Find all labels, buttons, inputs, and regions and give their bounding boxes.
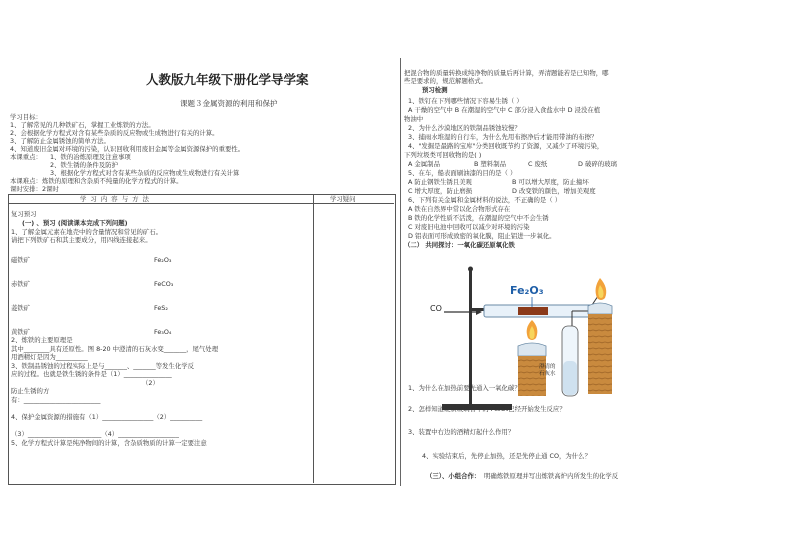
goal-3: 3、了解防止金属锈蚀的简单方法。 [10,137,110,145]
test-q1-options: A 干燥的空气中 B 在潮湿的空气中 C 部分浸入食盐水中 D 浸没在植 [408,106,601,114]
header-process: 学 习 内 容 与 方 法 [80,195,150,203]
fe2o3-label: Fe₂O₃ [510,284,544,297]
test-q2: 2、为什么沙漠地区的铁制品锈蚀较慢？ [408,124,521,132]
question-4: 4、保护金属资源的措施有（1）________________（2）__________ [11,413,203,421]
test-q4-opt-b: B 塑料制品 [474,160,506,168]
test-q6: 6、下列有关金属和金属材料的说法，不正确的是（ ） [408,196,562,204]
test-q4-opt-c: C 废纸 [528,160,548,168]
test-q4-opt-a: A 金属制品 [408,160,440,168]
ore-4-formula: Fe₃O₄ [154,328,172,336]
test-q6-opt-c: C 对废旧电池中回收可以减少对环境的污染 [408,223,530,231]
question-2c: 用酒精灯是因为__________ [11,353,88,361]
question-1b: 请把下列铁矿石和其主要成分，用四线连接起来。 [11,236,152,244]
test-q6-opt-a: A 铁在自然界中常以化合物形式存在 [408,205,511,213]
analysis-q1: 1、为什么在加热前要先通入一氧化碳？ [408,384,521,392]
ore-2-formula: FeCO₃ [154,280,174,288]
question-5: 5、化学方程式计算是纯净物间的计算，含杂质物质的计算一定要注意 [11,439,207,447]
page-title: 人教版九年级下册化学导学案 [146,72,309,87]
question-1: 1、了解金属元素在地壳中的含量情况和常见的矿石。 [11,228,163,236]
question-3e: 有：________________________ [11,396,101,404]
test-q1: 1、铁钉在下列哪些情况下容易生锈（ ） [408,97,523,105]
test-q4: 4、"发掘是最路的宝库"分类回收既节约了资源，又减少了环境污染， [408,142,604,150]
ore-1-name: 磁铁矿 [11,256,31,264]
inlet-tube [444,309,482,315]
carryover-line-1: 把混合物的质量转换成纯净物的质量后再计算，弄清题能若是已知物，哪 [404,69,609,77]
left-burner [518,320,546,396]
test-q4b: 下列垃圾类可回收物的是( ) [404,151,482,159]
question-3: 3、铁制品锈蚀的过程实际上是与_______、_______等发生化学反 [11,362,195,370]
focus-3: 3、根据化学方程式对含有某些杂质的反应物或生成物进行有关计算 [50,169,240,177]
test-heading: 预习检测 [422,86,448,94]
header-reflect: 学习疑问 [330,195,356,203]
question-2: 2、炼铁的主要原理是 [11,336,73,344]
lesson-subtitle: 课题３金属资源的利用和保护 [180,99,278,108]
focus-1: 1、铁的冶炼原理及注意事项 [50,153,131,161]
goals-label: 学习目标： [10,113,42,121]
analysis-q3: 3、装置中右边的酒精灯起什么作用？ [408,428,515,436]
table-header-divider [8,203,394,204]
ore-3-formula: FeS₂ [154,304,168,312]
question-3c: （2） [142,379,159,387]
left-page [8,40,396,480]
preview-heading: (一) 、预习 (阅读课本完成下列问题) [22,219,128,227]
question-2b: 其中________具有还原性。图 8-20 中澄清的石灰水变_______，尾气处理 [11,345,219,353]
right-page [402,60,792,500]
test-q4-opt-d: D 破碎的玻璃 [578,160,617,168]
question-3b: 应的过程。也就是铁生锈的条件是（1）_______________ [11,370,172,378]
test-q5-opt-a: A 防止钢铁生锈且美观 [408,178,472,186]
test-q5: 5、在车，船表面刷油漆的目的是（ ） [408,169,517,177]
goal-4: 4、知道废旧金属对环境的污染，认识回收利用废旧金属等金属资源保护的重要性。 [10,145,245,153]
goal-1: 1、了解常见的几种铁矿石，掌握工业炼铁的方法。 [10,121,155,129]
focus-label: 本课重点： [10,153,42,161]
test-q6-opt-d: D 铝表面可形成致密的氧化膜，阻止铝进一步氧化。 [408,232,556,240]
difficulty: 本课难点：炼铁的原理和含杂质不纯量的化学方程式的计算。 [10,177,183,185]
test-q5-opt-b: B 可以增大厚度，防止撞坏 [512,178,589,186]
ore-3-name: 菱铁矿 [11,304,31,312]
ore-2-name: 赤铁矿 [11,280,31,288]
section-3-text: 明确炼铁原理并写出炼铁高炉内所发生的化学反 [484,472,619,480]
review-label: 复习预习 [11,210,37,218]
goal-2: 2、会根据化学方程式对含有某些杂质的反应物或生成物进行有关的计算。 [10,129,219,137]
test-q5-opt-d: D 改变铁的颜色，增加美观度 [512,187,596,195]
limewater-label-1: 澄清的 [539,364,556,370]
limewater-label-2: 石灰水 [539,371,556,377]
ore-4-name: 黄铁矿 [11,328,31,336]
section-2-heading: （二） 共同探讨：一氧化碳还原氧化铁 [404,241,515,249]
ore-1-formula: Fe₂O₃ [154,256,172,264]
question-4b: （3）_______________________（4）___________________ [11,430,179,438]
class-hours: 课时安排：2课时 [10,185,59,193]
test-q5-opt-c: C 增大厚度，防止磨损 [408,187,473,195]
question-3d: 防止生锈的方 [11,387,50,395]
test-q3: 3、捕雨水堆湿的自行车，为什么先用布擦净后才能用带油的布擦？ [408,133,598,141]
right-burner [588,278,612,394]
analysis-q2: 2、怎样知道硬质玻璃管中的 Fe₂O₃已经开始发生反应？ [408,405,566,413]
page-divider [400,58,401,486]
test-q6-opt-b: B 铁的化学性质不活泼，在潮湿的空气中不会生锈 [408,214,549,222]
table-column-divider [313,194,314,483]
analysis-q4: 4、实验结束后，先停止加热，还是先停止通 CO，为什么？ [422,452,591,460]
test-q1-options-cont: 物油中 [404,115,424,123]
focus-2: 2、铁生锈的条件及防护 [50,161,118,169]
carryover-line-2: 些是要求的，规范解题格式。 [404,77,488,85]
section-3-heading: （三）、小组合作： [426,472,481,480]
co-label: CO [430,304,442,313]
